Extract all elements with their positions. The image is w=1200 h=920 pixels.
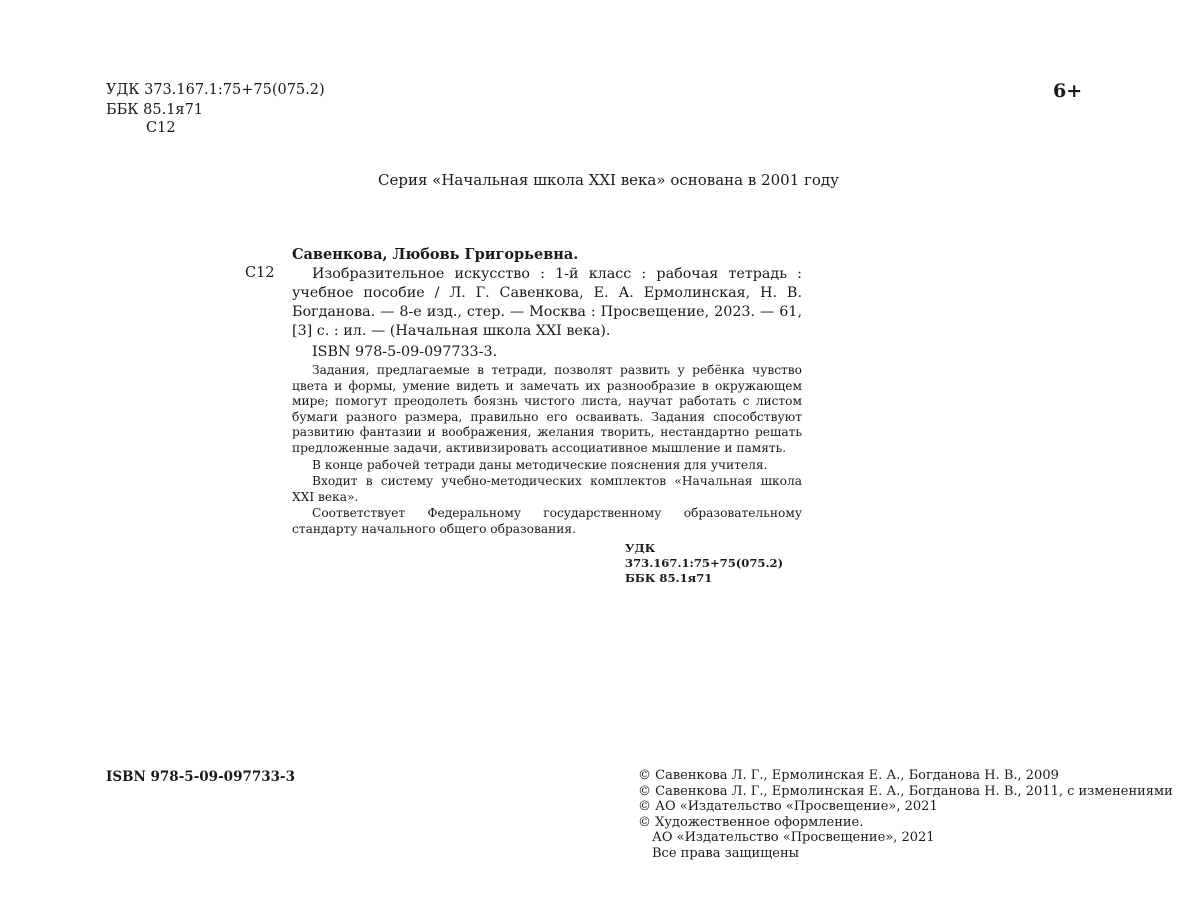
copyright-continuation: АО «Издательство «Просвещение», 2021 — [652, 830, 935, 846]
udk-code: УДК 373.167.1:75+75(075.2) — [106, 82, 325, 98]
copyright-line: © Савенкова Л. Г., Ермолинская Е. А., Богданова Н. В., 2009 — [638, 768, 1059, 783]
copyright-block — [638, 768, 1173, 862]
catalog-card-author-code: С12 — [245, 265, 275, 281]
catalog-card-description: Изобразительное искусство : 1-й класс : рабочая тетрадь : учебное пособие / Л. Г. Савенкова, Е. А. Ермолинская, Н. В. Богданова. — 8-е изд., стер. — Москва : Просвещение, 2023. — 61, [3] с. : ил. — (Начальная школа XXI века). — [292, 266, 802, 339]
catalog-card — [292, 245, 802, 586]
series-note: Серия «Начальная школа XXI века» основана в 2001 году — [377, 171, 839, 189]
catalog-card-isbn: ISBN 978-5-09-097733-3. — [312, 344, 498, 360]
author-code: С12 — [146, 120, 176, 136]
annotation-paragraph: В конце рабочей тетради даны методические пояснения для учителя. — [312, 457, 768, 472]
catalog-card-bbk: ББК 85.1я71 — [625, 570, 713, 585]
age-rating-badge: 6+ — [1053, 80, 1083, 102]
footer-isbn: ISBN 978-5-09-097733-3 — [106, 769, 296, 785]
annotation-paragraph: Задания, предлагаемые в тетради, позволят развить у ребёнка чувство цвета и формы, умение видеть и замечать их разнообразие в окружающем мире; помогут преодолеть боязнь чистого листа, научат работать с листом бумаги разного размера, правильно его осваивать. Задания способствуют развитию фантазии и воображения, желания творить, нестандартно решать предложенные задачи, активизировать ассоциативное мышление и память. — [292, 363, 802, 455]
catalog-card-udk: УДК 373.167.1:75+75(075.2) — [625, 540, 784, 570]
copyright-line: © АО «Издательство «Просвещение», 2021 — [638, 799, 938, 815]
catalog-card-author: Савенкова, Любовь Григорьевна. — [292, 246, 579, 263]
rights-reserved: Все права защищены — [652, 845, 799, 861]
annotation-paragraph: Входит в систему учебно-методических комплектов «Начальная школа XXI века». — [292, 474, 802, 504]
annotation-paragraph: Соответствует Федеральному государственному образовательному стандарту начального общего образования. — [292, 506, 802, 536]
bbk-code: ББК 85.1я71 — [106, 102, 204, 118]
copyright-line: © Художественное оформление. — [638, 814, 864, 830]
copyright-line: © Савенкова Л. Г., Ермолинская Е. А., Богданова Н. В., 2011, с изменениями — [638, 783, 1173, 799]
